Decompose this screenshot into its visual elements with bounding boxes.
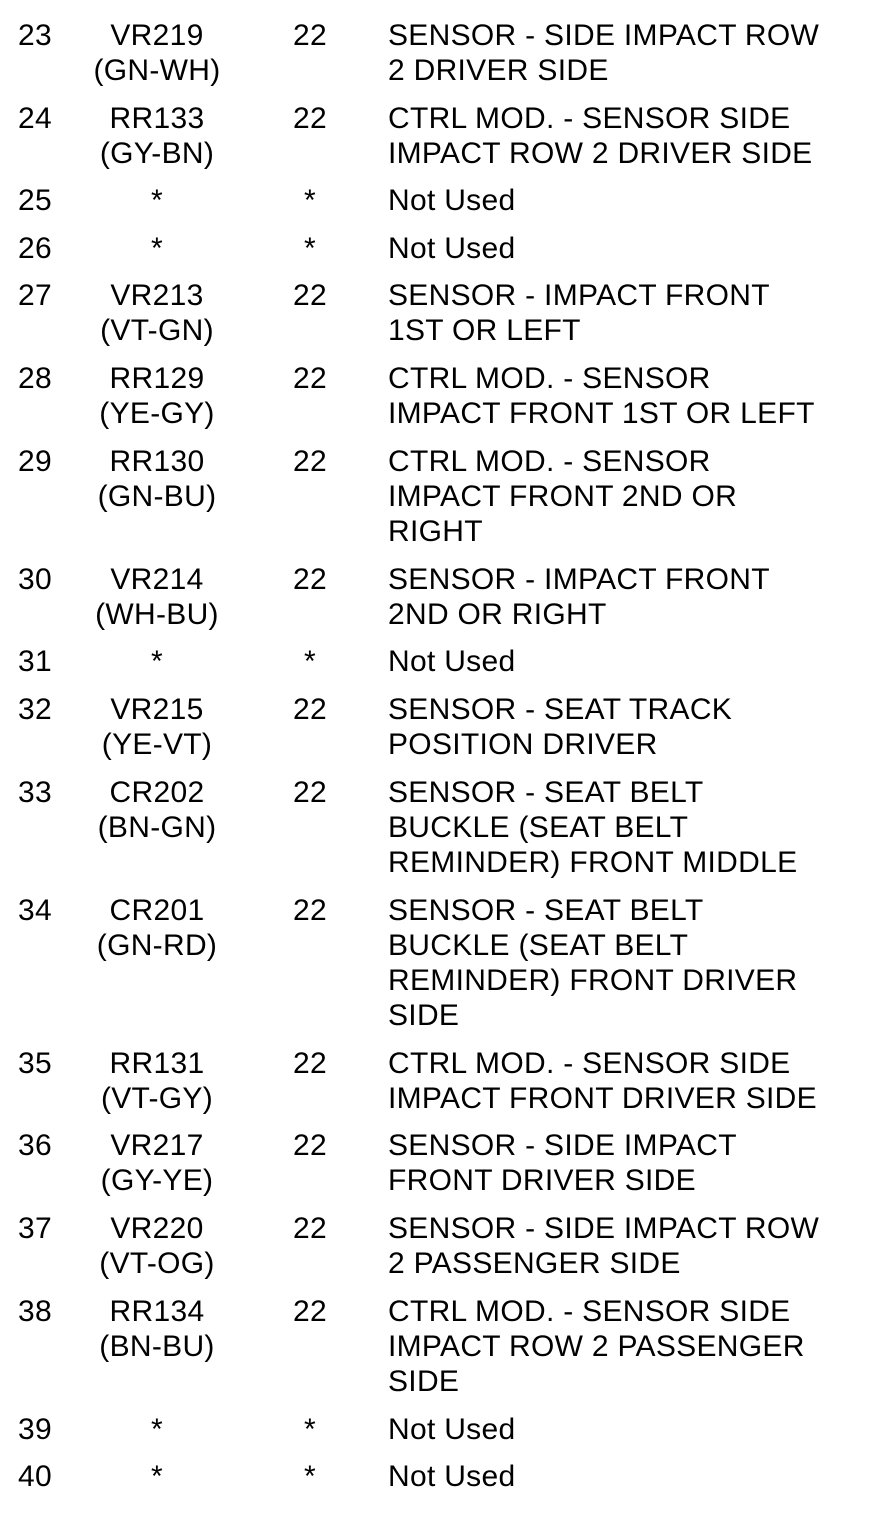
pin-number-cell: 40 (18, 1460, 52, 1493)
wire-gauge-cell: 22 (293, 19, 327, 52)
function-cell: SENSOR - SIDE IMPACT ROW 2 PASSENGER SIDE (388, 1212, 820, 1280)
wire-gauge-cell: 22 (293, 1129, 327, 1162)
function-cell: Not Used (388, 1413, 516, 1446)
table-row (0, 231, 879, 278)
pin-number-cell: 25 (18, 184, 52, 217)
wire-gauge-cell: 22 (293, 1295, 327, 1328)
wire-gauge-cell: * (304, 645, 316, 678)
table-row (0, 893, 879, 1046)
pin-number-cell: 36 (18, 1129, 52, 1162)
pin-number-cell: 28 (18, 362, 52, 395)
table-row (0, 278, 879, 361)
function-cell: SENSOR - SEAT BELT BUCKLE (SEAT BELT REMINDER) FRONT MIDDLE (388, 776, 798, 879)
function-cell: Not Used (388, 645, 516, 678)
pin-number-cell: 34 (18, 894, 52, 927)
pin-number-cell: 23 (18, 19, 52, 52)
pin-number-cell: 31 (18, 645, 52, 678)
circuit-cell: VR220 (VT-OG) (99, 1212, 215, 1280)
pin-number-cell: 33 (18, 776, 52, 809)
table-row (0, 361, 879, 444)
table-row (0, 692, 879, 775)
wire-gauge-cell: 22 (293, 362, 327, 395)
function-cell: SENSOR - IMPACT FRONT 2ND OR RIGHT (388, 563, 770, 631)
circuit-cell: VR219 (GN-WH) (93, 19, 221, 87)
table-row (0, 101, 879, 183)
wire-gauge-cell: 22 (293, 445, 327, 478)
function-cell: Not Used (388, 232, 516, 265)
circuit-cell: CR202 (BN-GN) (97, 776, 217, 844)
function-cell: CTRL MOD. - SENSOR SIDE IMPACT FRONT DRIVER SIDE (388, 1047, 817, 1115)
circuit-cell: VR214 (WH-BU) (95, 563, 219, 631)
function-cell: Not Used (388, 184, 516, 217)
circuit-cell: RR131 (VT-GY) (100, 1047, 214, 1115)
circuit-cell: VR213 (VT-GN) (100, 279, 214, 347)
circuit-cell: CR201 (GN-RD) (96, 894, 218, 962)
table-row (0, 1412, 879, 1459)
pin-number-cell: 38 (18, 1295, 52, 1328)
table-row (0, 444, 879, 562)
wire-gauge-cell: * (304, 1413, 316, 1446)
wire-gauge-cell: 22 (293, 563, 327, 596)
circuit-cell: * (151, 1460, 163, 1493)
wire-gauge-cell: * (304, 1460, 316, 1493)
wire-gauge-cell: * (304, 184, 316, 217)
function-cell: SENSOR - SEAT BELT BUCKLE (SEAT BELT REMINDER) FRONT DRIVER SIDE (388, 894, 798, 1032)
pin-number-cell: 39 (18, 1413, 52, 1446)
circuit-cell: RR134 (BN-BU) (99, 1295, 215, 1363)
circuit-cell: * (151, 645, 163, 678)
circuit-cell: * (151, 1413, 163, 1446)
table-row (0, 183, 879, 231)
function-cell: CTRL MOD. - SENSOR SIDE IMPACT ROW 2 DRIVER SIDE (388, 102, 813, 170)
wire-gauge-cell: 22 (293, 1212, 327, 1245)
function-cell: SENSOR - SEAT TRACK POSITION DRIVER (388, 693, 733, 761)
circuit-cell: VR217 (GY-YE) (100, 1129, 214, 1197)
pin-number-cell: 27 (18, 279, 52, 312)
wire-gauge-cell: 22 (293, 279, 327, 312)
circuit-cell: * (151, 232, 163, 265)
table-row (0, 1046, 879, 1128)
wire-gauge-cell: 22 (293, 776, 327, 809)
wire-gauge-cell: 22 (293, 894, 327, 927)
pin-number-cell: 29 (18, 445, 52, 478)
pin-number-cell: 24 (18, 102, 52, 135)
circuit-cell: RR133 (GY-BN) (99, 102, 215, 170)
function-cell: CTRL MOD. - SENSOR IMPACT FRONT 1ST OR LEFT (388, 362, 815, 430)
function-cell: CTRL MOD. - SENSOR SIDE IMPACT ROW 2 PASSENGER SIDE (388, 1295, 805, 1398)
pin-number-cell: 35 (18, 1047, 52, 1080)
table-row (0, 1211, 879, 1294)
pin-number-cell: 26 (18, 232, 52, 265)
table-row (0, 562, 879, 644)
wire-gauge-cell: 22 (293, 102, 327, 135)
table-row (0, 1128, 879, 1211)
circuit-cell: * (151, 184, 163, 217)
circuit-cell: RR130 (GN-BU) (97, 445, 217, 513)
wire-gauge-cell: 22 (293, 1047, 327, 1080)
pin-number-cell: 30 (18, 563, 52, 596)
wire-gauge-cell: 22 (293, 693, 327, 726)
pin-number-cell: 32 (18, 693, 52, 726)
table-row (0, 644, 879, 692)
wire-gauge-cell: * (304, 232, 316, 265)
circuit-cell: RR129 (YE-GY) (99, 362, 215, 430)
table-row (0, 1294, 879, 1412)
table-row (0, 775, 879, 893)
function-cell: SENSOR - SIDE IMPACT ROW 2 DRIVER SIDE (388, 19, 820, 87)
function-cell: Not Used (388, 1460, 516, 1493)
function-cell: CTRL MOD. - SENSOR IMPACT FRONT 2ND OR RIGHT (388, 445, 738, 548)
table-row (0, 18, 879, 101)
function-cell: SENSOR - IMPACT FRONT 1ST OR LEFT (388, 279, 770, 347)
pin-number-cell: 37 (18, 1212, 52, 1245)
function-cell: SENSOR - SIDE IMPACT FRONT DRIVER SIDE (388, 1129, 737, 1197)
circuit-cell: VR215 (YE-VT) (101, 693, 213, 761)
table-row (0, 1459, 879, 1509)
